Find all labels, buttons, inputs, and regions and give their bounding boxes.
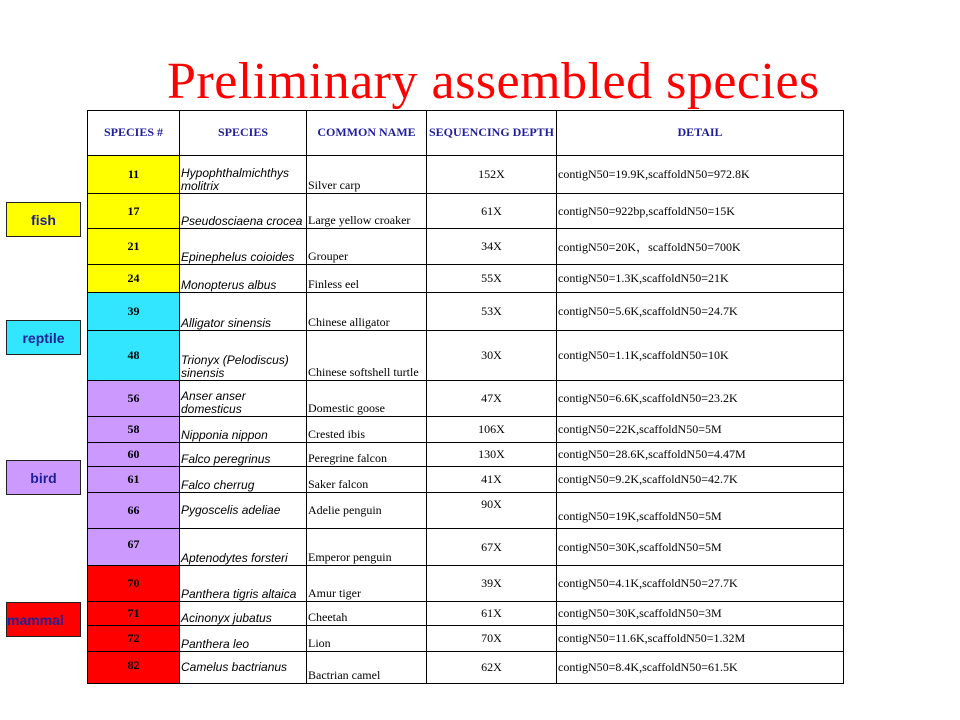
common-name: Lion [307,626,427,652]
sequencing-depth: 34X [427,229,557,265]
sequencing-depth: 152X [427,156,557,194]
common-name: Crested ibis [307,417,427,443]
sequencing-depth: 61X [427,194,557,229]
category-label-bird: bird [6,460,81,495]
detail: contigN50=8.4K,scaffoldN50=61.5K [557,652,844,684]
common-name: Amur tiger [307,566,427,602]
common-name: Silver carp [307,156,427,194]
species-name: Falco cherrug [180,467,307,493]
detail: contigN50=30K,scaffoldN50=3M [557,602,844,626]
species-name: Pygoscelis adeliae [180,493,307,529]
table-row [88,529,844,566]
sequencing-depth: 61X [427,602,557,626]
detail: contigN50=1.3K,scaffoldN50=21K [557,265,844,293]
species-name: Panthera tigris altaica [180,566,307,602]
table-row [88,194,844,229]
species-number: 48 [88,331,180,381]
detail: contigN50=20K，scaffoldN50=700K [557,229,844,265]
sequencing-depth: 47X [427,381,557,417]
header-species: SPECIES [180,111,307,156]
sequencing-depth: 67X [427,529,557,566]
sequencing-depth: 39X [427,566,557,602]
sequencing-depth: 53X [427,293,557,331]
species-number: 61 [88,467,180,493]
species-name: Epinephelus coioides [180,229,307,265]
category-label-reptile: reptile [6,320,81,355]
species-number: 66 [88,493,180,529]
species-name: Anser anser domesticus [180,381,307,417]
species-number: 70 [88,566,180,602]
species-name: Nipponia nippon [180,417,307,443]
table-row [88,229,844,265]
detail: contigN50=1.1K,scaffoldN50=10K [557,331,844,381]
category-label-fish: fish [6,202,81,237]
species-number: 39 [88,293,180,331]
table-row [88,293,844,331]
table-row [88,417,844,443]
species-number: 72 [88,626,180,652]
species-number: 71 [88,602,180,626]
header-species-num: SPECIES # [88,111,180,156]
sequencing-depth: 106X [427,417,557,443]
species-number: 24 [88,265,180,293]
detail: contigN50=5.6K,scaffoldN50=24.7K [557,293,844,331]
sequencing-depth: 41X [427,467,557,493]
common-name: Domestic goose [307,381,427,417]
species-number: 60 [88,443,180,467]
species-number: 58 [88,417,180,443]
species-table [87,110,844,684]
detail: contigN50=30K,scaffoldN50=5M [557,529,844,566]
detail: contigN50=11.6K,scaffoldN50=1.32M [557,626,844,652]
table-row [88,493,844,529]
species-number: 67 [88,529,180,566]
sequencing-depth: 30X [427,331,557,381]
common-name: Adelie penguin [307,493,427,529]
species-name: Hypophthalmichthys molitrix [180,156,307,194]
species-number: 11 [88,156,180,194]
species-name: Camelus bactrianus [180,652,307,684]
table-row [88,566,844,602]
common-name: Chinese alligator [307,293,427,331]
species-number: 21 [88,229,180,265]
header-detail: DETAIL [557,111,844,156]
sequencing-depth: 130X [427,443,557,467]
detail: contigN50=22K,scaffoldN50=5M [557,417,844,443]
common-name: Chinese softshell turtle [307,331,427,381]
common-name: Bactrian camel [307,652,427,684]
common-name: Emperor penguin [307,529,427,566]
species-name: Falco peregrinus [180,443,307,467]
table-row [88,602,844,626]
table-row [88,652,844,684]
species-name: Trionyx (Pelodiscus) sinensis [180,331,307,381]
table-row [88,331,844,381]
table-row [88,626,844,652]
detail: contigN50=922bp,scaffoldN50=15K [557,194,844,229]
detail: contigN50=28.6K,scaffoldN50=4.47M [557,443,844,467]
header-common-name: COMMON NAME [307,111,427,156]
species-number: 56 [88,381,180,417]
common-name: Saker falcon [307,467,427,493]
common-name: Peregrine falcon [307,443,427,467]
species-number: 17 [88,194,180,229]
species-number: 82 [88,652,180,684]
sequencing-depth: 90X [427,493,557,529]
common-name: Cheetah [307,602,427,626]
species-name: Aptenodytes forsteri [180,529,307,566]
common-name: Grouper [307,229,427,265]
category-label-mammal: mammal [6,602,81,637]
detail: contigN50=6.6K,scaffoldN50=23.2K [557,381,844,417]
detail: contigN50=9.2K,scaffoldN50=42.7K [557,467,844,493]
species-name: Acinonyx jubatus [180,602,307,626]
detail: contigN50=19.9K,scaffoldN50=972.8K [557,156,844,194]
table-row [88,156,844,194]
species-name: Monopterus albus [180,265,307,293]
page-title: Preliminary assembled species [167,53,820,110]
sequencing-depth: 70X [427,626,557,652]
detail: contigN50=19K,scaffoldN50=5M [557,493,844,529]
common-name: Finless eel [307,265,427,293]
species-name: Alligator sinensis [180,293,307,331]
detail: contigN50=4.1K,scaffoldN50=27.7K [557,566,844,602]
table-row [88,467,844,493]
common-name: Large yellow croaker [307,194,427,229]
sequencing-depth: 55X [427,265,557,293]
species-name: Panthera leo [180,626,307,652]
header-sequencing-depth: SEQUENCING DEPTH [427,111,557,156]
table-row [88,265,844,293]
table-row [88,443,844,467]
table-row [88,381,844,417]
table-header-row [88,111,844,156]
species-name: Pseudosciaena crocea [180,194,307,229]
sequencing-depth: 62X [427,652,557,684]
